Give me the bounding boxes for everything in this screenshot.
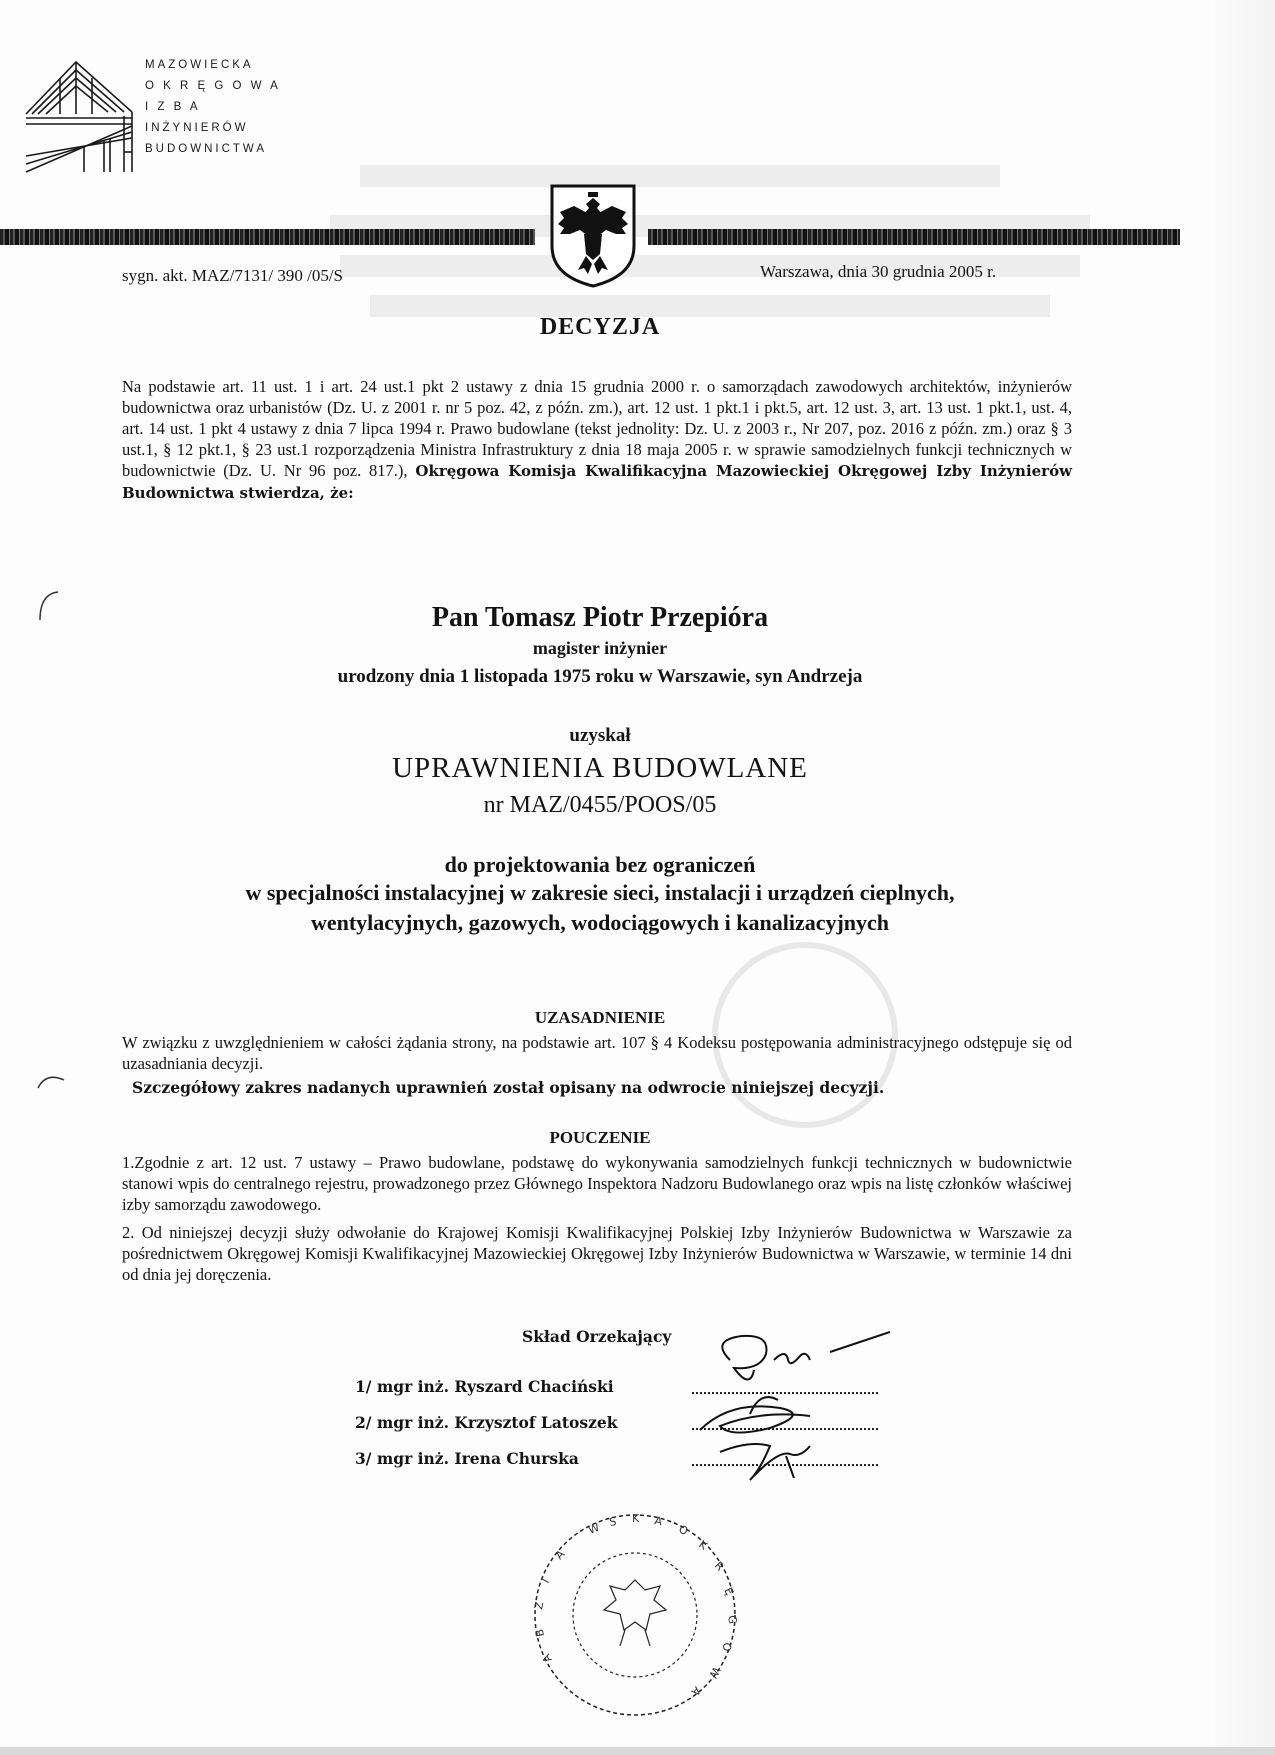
instruction-item-1: 1.Zgodnie z art. 12 ust. 7 ustawy – Prawo budowlane, podstawę do wykonywania samodzielnych funkcji technicznych w budownictwie stanowi wpis do centralnego rejestru, prowadzonego przez Głównego Inspektora Nadzoru Budowlanego oraz wpis na listę członków właściwej izby samorządu zawodowego. (122, 1153, 1072, 1214)
building-roof-logo-icon (24, 56, 134, 174)
license-specialty-line-1: w specjalności instalacyjnej w zakresie sieci, instalacji i urządzeń cieplnych, (245, 880, 955, 905)
person-birth: urodzony dnia 1 listopada 1975 roku w Warszawie, syn Andrzeja (337, 666, 863, 687)
polish-eagle-emblem-icon (550, 184, 636, 288)
svg-text:O: O (676, 1522, 690, 1539)
scan-artifact (36, 1070, 66, 1090)
legal-basis-conclusion: Okręgowa Komisja Kwalifikacyjna Mazowieckiej Okręgowej Izby Inżynierów Budownictwa stwierdza, że: (122, 462, 1073, 502)
svg-text:A: A (688, 1683, 704, 1699)
panel-member-3: 3/ mgr inż. Irena Churska (355, 1449, 579, 1468)
svg-text:A: A (653, 1514, 664, 1529)
chamber-name (145, 55, 281, 160)
panel-member-1: 1/ mgr inż. Ryszard Chaciński (355, 1377, 614, 1396)
round-official-seal-icon (520, 1500, 750, 1730)
svg-text:Ę: Ę (721, 1585, 737, 1598)
scan-bottom-edge (0, 1747, 1275, 1755)
justification-note: Szczegółowy zakres nadanych uprawnień został opisany na odwrocie niniejszej decyzji. (132, 1078, 885, 1097)
svg-text:W: W (706, 1664, 723, 1681)
case-reference: sygn. akt. MAZ/7131/ 390 /05/S (122, 266, 344, 285)
justification-heading: UZASADNIENIE (534, 1008, 666, 1027)
org-line: INŻYNIERÓW (145, 122, 249, 134)
license-number: nr MAZ/0455/POOS/05 (483, 792, 717, 818)
license-specialty-line-2: wentylacyjnych, gazowych, wodociągowych i kanalizacyjnych (310, 910, 890, 935)
svg-text:W: W (586, 1520, 602, 1537)
legal-basis-text: Na podstawie art. 11 ust. 1 i art. 24 ust.1 pkt 2 ustawy z dnia 15 grudnia 2000 r. o samorządach zawodowych architektów, inżynierów budownictwa oraz urbanistów (Dz. U. z 2001 r. nr 5 poz. 42, z późn. zm.), art. 12 ust. 1 pkt.1 i pkt.5, art. 12 ust. 3, art. 13 ust. 1 pkt.1, ust. 4, art. 14 ust. 1 pkt 4 ustawy z dnia 7 lipca 1994 r. Prawo budowlane (tekst jednolity: Dz. U. z 2003 r., Nr 207, poz. 2016 z późn. zm.) oraz § 3 ust.1, § 12 pkt.1, § 23 ust.1 rozporządzenia Ministra Infrastruktury z dnia 18 maja 2005 r. w sprawie samodzielnych funkcji technicznych w budownictwie (Dz. U. Nr 96 poz. 817.), (122, 377, 1072, 480)
license-scope: do projektowania bez ograniczeń (444, 852, 756, 877)
instruction-item-2: 2. Od niniejszej decyzji służy odwołanie do Krajowej Komisji Kwalifikacyjnej Polskiej Izby Inżynierów Budownictwa w Warszawie za pośrednictwem Okręgowej Komisji Kwalifikacyjnej Mazowieckiej Okręgowej Izby Inżynierów Budownictwa w Warszawie, w terminie 14 dni od dnia jej doręczenia. (122, 1223, 1072, 1284)
svg-text:Z: Z (532, 1600, 547, 1611)
svg-text:S: S (608, 1514, 618, 1529)
svg-text:K: K (696, 1537, 710, 1553)
license-title: UPRAWNIENIA BUDOWLANE (392, 752, 808, 784)
handwritten-signatures-icon (690, 1330, 910, 1490)
show-through-text (330, 160, 1090, 340)
legal-basis (122, 376, 1072, 504)
svg-text:A: A (539, 1651, 555, 1665)
svg-text:O: O (719, 1641, 734, 1653)
person-name: Pan Tomasz Piotr Przepióra (431, 602, 769, 633)
org-line: BUDOWNICTWA (145, 143, 268, 155)
svg-text:R: R (711, 1559, 727, 1574)
panel-heading: Skład Orzekający (522, 1327, 672, 1346)
person-title: magister inżynier (532, 638, 668, 658)
svg-text:A: A (552, 1547, 568, 1563)
svg-text:G: G (725, 1614, 740, 1625)
panel-member-2: 2/ mgr inż. Krzysztof Latoszek (355, 1413, 618, 1432)
scan-artifact (36, 588, 60, 622)
org-line: I Z B A (145, 101, 201, 113)
svg-text:B: B (532, 1628, 547, 1638)
band-left (0, 229, 535, 245)
org-line: MAZOWIECKA (145, 59, 254, 71)
justification-text: W związku z uwzględnieniem w całości żądania strony, na podstawie art. 107 § 4 Kodeksu postępowania administracyjnego odstępuje się od uzasadniania decyzji. (122, 1033, 1072, 1073)
place-date: Warszawa, dnia 30 grudnia 2005 r. (760, 262, 997, 281)
document-title: DECYZJA (539, 314, 661, 340)
obtained-label: uzyskał (569, 725, 631, 746)
svg-text:I: I (539, 1576, 553, 1586)
svg-text:K: K (632, 1512, 640, 1525)
scan-edge (1215, 0, 1275, 1755)
band-right (648, 229, 1180, 245)
instruction-heading: POUCZENIE (549, 1128, 651, 1147)
org-line: O K R Ę G O W A (145, 80, 281, 92)
